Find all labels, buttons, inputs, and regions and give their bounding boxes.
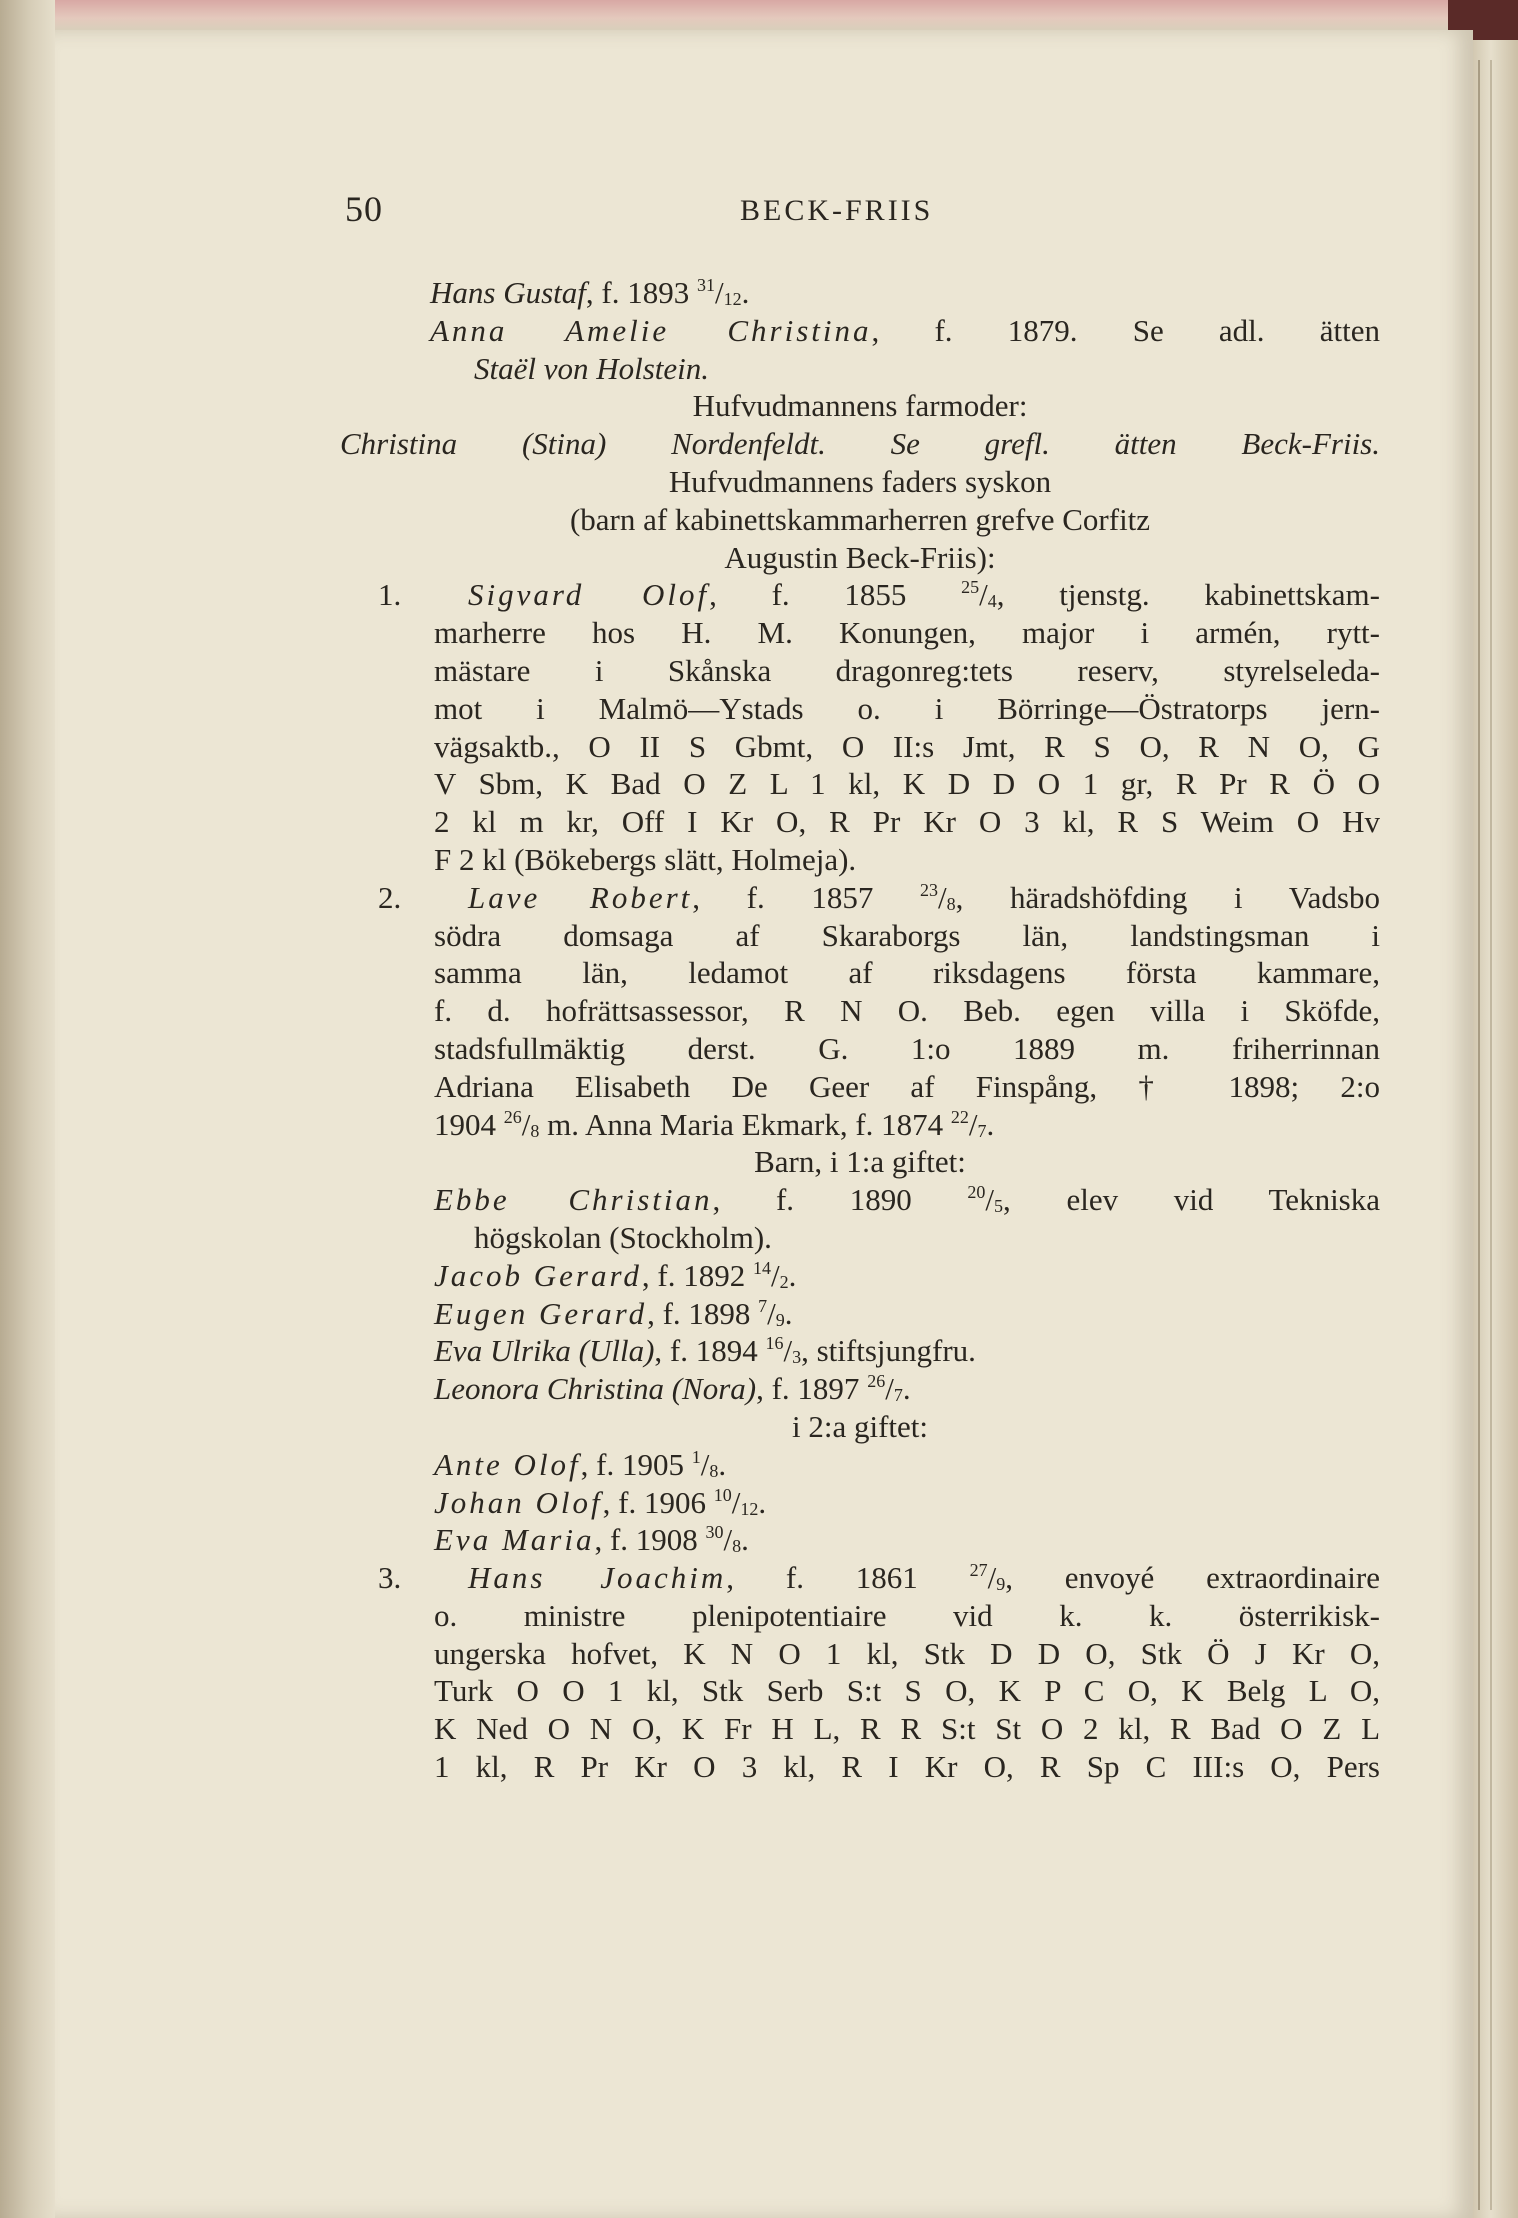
- date-month: 5: [994, 1196, 1004, 1217]
- text-line: Eugen Gerard, f. 1898 $^7/_9$.: [434, 1295, 793, 1331]
- text-line: Ebbe Christian, f. 1890 $^{20}/_5$, elev vid Tekniska: [434, 1182, 1381, 1218]
- entry-number: 2.: [378, 879, 402, 915]
- date-month: 8: [732, 1536, 742, 1557]
- person-name: Hans Joachim: [468, 1560, 727, 1596]
- line-text: Adriana Elisabeth De Geer af Finspång, † 1898; 2:o: [434, 1068, 1380, 1104]
- person-name: Ebbe Christian: [434, 1182, 713, 1218]
- date-month: 4: [987, 591, 997, 612]
- date-day: 1: [691, 1446, 701, 1467]
- text-line: [340, 803, 1380, 841]
- entry-number: 1.: [378, 577, 402, 613]
- date-month: 3: [792, 1347, 802, 1368]
- line-text: K Ned O N O, K Fr H L, R R S:t St O 2 kl, R Bad O Z L: [434, 1711, 1380, 1747]
- line-text: vägsaktb., O II S Gbmt, O II:s Jmt, R S O, R N O, G: [434, 728, 1380, 764]
- line-text: f. d. hofrättsassessor, R N O. Beb. egen villa i Sköfde,: [434, 993, 1380, 1029]
- date-day: 27: [969, 1560, 988, 1581]
- line-text: , f. 1908: [594, 1522, 706, 1558]
- text-line: [340, 1143, 1380, 1181]
- person-name: Hans Gustaf: [430, 275, 586, 310]
- line-text: mästare i Skånska dragonreg:tets reserv, styrelseleda-: [434, 652, 1380, 688]
- line-text: Hufvudmannens faders syskon: [668, 463, 1052, 499]
- page-header: [0, 188, 1518, 238]
- person-name: Lave Robert: [468, 879, 693, 915]
- line-text: Augustin Beck-Friis):: [724, 539, 996, 575]
- text-line: [340, 350, 1380, 388]
- line-text: , f. 1879. Se adl. ätten: [871, 312, 1380, 348]
- line-text: , f. 1906: [602, 1484, 714, 1520]
- line-text: , elev vid Tekniska: [1003, 1182, 1381, 1218]
- line-text: , stiftsjungfru.: [801, 1333, 976, 1369]
- date-month: 9: [996, 1574, 1006, 1595]
- date-month: 8: [709, 1460, 719, 1481]
- date-day: 26: [503, 1106, 522, 1127]
- date-month: 12: [740, 1498, 759, 1519]
- person-name: Leonora Christina (Nora): [434, 1371, 757, 1407]
- line-text: 2 kl m kr, Off I Kr O, R Pr Kr O 3 kl, R S Weim O Hv: [434, 804, 1380, 840]
- date-month: 12: [723, 289, 742, 309]
- date-day: 23: [920, 879, 939, 900]
- text-line: [340, 614, 1380, 652]
- text-line: 1904 $^{26}/_8$ m. Anna Maria Ekmark, f. 1874 $^{22}/_7$.: [434, 1106, 995, 1142]
- line-text: .: [741, 275, 750, 310]
- text-line: Johan Olof, f. 1906 $^{10}/_{12}$.: [434, 1484, 767, 1520]
- running-head: BECK-FRIIS: [740, 194, 934, 227]
- page-number: 50: [345, 189, 383, 229]
- text-line: [340, 765, 1380, 803]
- line-text: i 2:a giftet:: [791, 1408, 929, 1444]
- text-line: [340, 652, 1380, 690]
- line-text: , f. 1897: [756, 1371, 868, 1407]
- date-day: 14: [752, 1257, 771, 1278]
- book-gutter: [0, 0, 55, 2218]
- line-text: högskolan (Stockholm).: [474, 1219, 772, 1255]
- line-text: , f. 1855: [709, 577, 962, 613]
- line-text: Christina (Stina) Nordenfeldt. Se grefl. ätten Beck-Friis.: [340, 426, 1380, 462]
- date-day: 26: [867, 1371, 886, 1392]
- person-name: Anna Amelie Christina: [430, 312, 872, 348]
- text-line: [340, 425, 1380, 463]
- text-line: [340, 1748, 1380, 1786]
- text-line: Ante Olof, f. 1905 $^1/_8$.: [434, 1446, 727, 1482]
- date-month: 2: [779, 1271, 789, 1292]
- text-line: [340, 1710, 1380, 1748]
- date-day: 20: [967, 1182, 986, 1203]
- date-day: 22: [950, 1106, 969, 1127]
- page-edge-line: [1490, 60, 1492, 2210]
- line-text: F 2 kl (Bökebergs slätt, Holmeja).: [434, 841, 857, 877]
- line-text: , tjenstg. kabinettskam-: [996, 577, 1380, 613]
- text-line: [340, 387, 1380, 425]
- line-text: Staël von Holstein.: [474, 350, 710, 386]
- line-text: mot i Malmö—Ystads o. i Börringe—Östratorps jern-: [434, 690, 1380, 726]
- text-line: [340, 312, 1380, 350]
- line-text: .: [788, 1257, 797, 1293]
- line-text: , f. 1894: [654, 1333, 766, 1369]
- text-line: [340, 539, 1380, 577]
- text-line: [340, 1635, 1380, 1673]
- line-text: , f. 1892: [641, 1257, 753, 1293]
- text-line: [340, 501, 1380, 539]
- date-day: 7: [758, 1295, 768, 1316]
- text-line: [340, 992, 1380, 1030]
- line-text: o. ministre plenipotentiaire vid k. k. österrikisk-: [434, 1597, 1380, 1633]
- date-month: 7: [893, 1385, 903, 1406]
- line-text: , f. 1861: [726, 1560, 970, 1596]
- line-text: samma län, ledamot af riksdagens första kammare,: [434, 955, 1380, 991]
- person-name: Eva Maria: [434, 1522, 595, 1558]
- line-text: , f. 1893: [585, 275, 697, 310]
- line-text: , envoyé extraordinaire: [1005, 1560, 1380, 1596]
- text-line: 3. Hans Joachim, f. 1861 $^{27}/_9$, envoyé extraordinaire: [378, 1560, 1380, 1596]
- person-name: Ante Olof: [434, 1446, 581, 1482]
- text-line: [340, 728, 1380, 766]
- line-text: .: [986, 1106, 995, 1142]
- line-text: .: [758, 1484, 767, 1520]
- line-text: 1 kl, R Pr Kr O 3 kl, R I Kr O, R Sp C III:s O, Pers: [434, 1749, 1380, 1785]
- date-month: 7: [977, 1120, 987, 1141]
- line-text: , f. 1898: [647, 1295, 759, 1331]
- text-line: Eva Maria, f. 1908 $^{30}/_8$.: [434, 1522, 749, 1558]
- line-text: .: [902, 1371, 911, 1407]
- line-text: .: [741, 1522, 749, 1558]
- text-line: [340, 463, 1380, 501]
- date-month: 8: [530, 1120, 540, 1141]
- text-line: [340, 1672, 1380, 1710]
- date-day: 31: [696, 275, 715, 295]
- text-line: Hans Gustaf, f. 1893 $^{31}/_{12}$.: [430, 275, 750, 310]
- page-top-edge: [0, 0, 1518, 30]
- text-line: Jacob Gerard, f. 1892 $^{14}/_2$.: [434, 1257, 797, 1293]
- date-month: 8: [946, 893, 956, 914]
- text-line: Eva Ulrika (Ulla), f. 1894 $^{16}/_3$, stiftsjungfru.: [434, 1333, 976, 1369]
- line-text: marherre hos H. M. Konungen, major i armén, rytt-: [434, 615, 1380, 651]
- person-name: Eugen Gerard: [434, 1295, 648, 1331]
- line-text: , f. 1857: [692, 879, 921, 915]
- person-name: Jacob Gerard: [434, 1257, 642, 1293]
- text-line: [340, 954, 1380, 992]
- entry-number: 3.: [378, 1560, 402, 1596]
- date-day: 10: [713, 1484, 732, 1505]
- person-name: Sigvard Olof: [468, 577, 710, 613]
- text-line: 2. Lave Robert, f. 1857 $^{23}/_8$, häradshöfding i Vadsbo: [378, 879, 1380, 915]
- line-text: Hufvudmannens farmoder:: [692, 388, 1028, 424]
- text-line: [340, 1408, 1380, 1446]
- line-text: .: [718, 1446, 727, 1482]
- line-text: ungerska hofvet, K N O 1 kl, Stk D D O, Stk Ö J Kr O,: [434, 1635, 1380, 1671]
- line-text: Barn, i 1:a giftet:: [754, 1144, 966, 1180]
- date-month: 9: [775, 1309, 785, 1330]
- date-day: 25: [961, 577, 980, 598]
- date-day: 30: [705, 1522, 724, 1543]
- person-name: Eva Ulrika (Ulla): [434, 1333, 655, 1369]
- text-line: Leonora Christina (Nora), f. 1897 $^{26}/_7$.: [434, 1371, 911, 1407]
- date-day: 16: [765, 1333, 784, 1354]
- line-text: (barn af kabinettskammarherren grefve Corfitz: [569, 501, 1151, 537]
- text-line: [340, 841, 1380, 879]
- line-text: , häradshöfding i Vadsbo: [955, 879, 1380, 915]
- line-text: södra domsaga af Skaraborgs län, landstingsman i: [434, 917, 1380, 953]
- genealogy-text: [340, 274, 1380, 1786]
- person-name: Johan Olof: [434, 1484, 603, 1520]
- line-text: 1904: [434, 1106, 504, 1142]
- text-line: [340, 1030, 1380, 1068]
- text-line: [340, 1219, 1380, 1257]
- line-text: Turk O O 1 kl, Stk Serb S:t S O, K P C O, K Belg L O,: [434, 1673, 1380, 1709]
- line-text: .: [784, 1295, 793, 1331]
- text-line: [340, 917, 1380, 955]
- text-line: 1. Sigvard Olof, f. 1855 $^{25}/_4$, tjenstg. kabinettskam-: [378, 577, 1380, 613]
- line-text: V Sbm, K Bad O Z L 1 kl, K D D O 1 gr, R Pr R Ö O: [434, 766, 1380, 802]
- text-line: [340, 1068, 1380, 1106]
- line-text: stadsfullmäktig derst. G. 1:o 1889 m. friherrinnan: [434, 1030, 1380, 1066]
- text-line: [340, 1597, 1380, 1635]
- line-text: m. Anna Maria Ekmark, f. 1874: [539, 1106, 951, 1142]
- text-line: [340, 690, 1380, 728]
- page-edge-line: [1478, 60, 1480, 2210]
- line-text: , f. 1905: [580, 1446, 692, 1482]
- line-text: , f. 1890: [712, 1182, 968, 1218]
